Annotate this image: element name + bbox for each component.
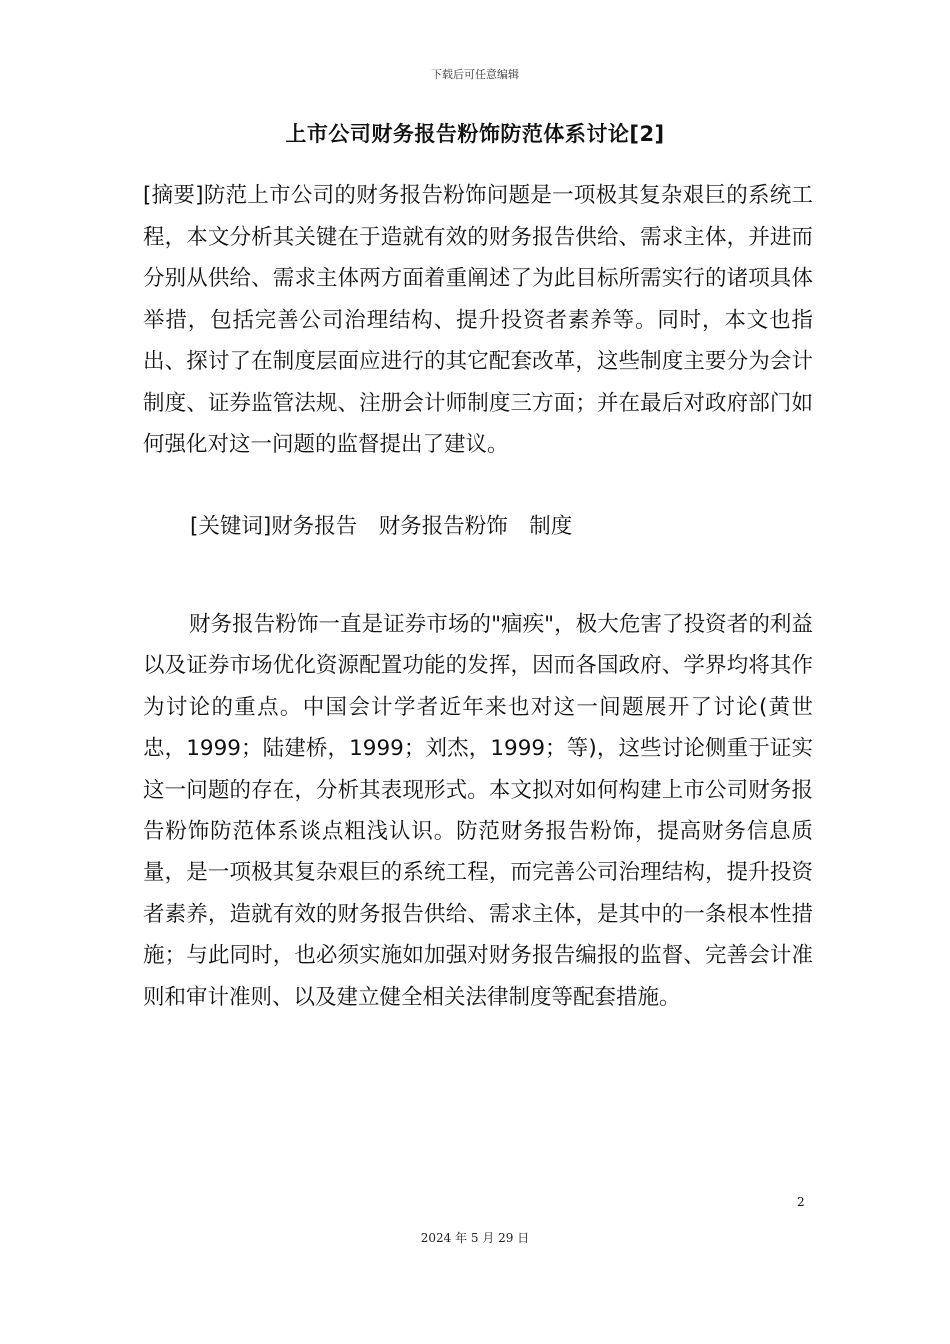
page-number: 2 xyxy=(797,1195,805,1209)
page-title: 上市公司财务报告粉饰防范体系讨论[2] xyxy=(285,122,665,146)
footer-date: 2024 年 5 月 29 日 xyxy=(420,1231,530,1245)
abstract-paragraph: [摘要]防范上市公司的财务报告粉饰问题是一项极其复杂艰巨的系统工程，本文分析其关键在于造就有效的财务报告供给、需求主体，并进而分别从供给、需求主体两方面着重阐述了为此目标所需实行的诸项具体举措，包括完善公司治理结构、提升投资者素养等。同时，本文也指出、探讨了在制度层面应进行的其它配套改革，这些制度主要分为会计制度、证券监管法规、注册会计师制度三方面；并在最后对政府部门如何强化对这一问题的监督提出了建议。 xyxy=(143,183,813,457)
body-paragraph: 财务报告粉饰一直是证券市场的"痼疾"，极大危害了投资者的利益以及证券市场优化资源配置功能的发挥，因而各国政府、学界均将其作为讨论的重点。中国会计学者近年来也对这一间题展开了讨论(黄世忠，1999；陆建桥，1999；刘杰，1999；等)，这些讨论侧重于证实这一问题的存在，分析其表现形式。本文拟对如何构建上市公司财务报告粉饰防范体系谈点粗浅认识。防范财务报告粉饰，提高财务信息质量，是一项极其复杂艰巨的系统工程，而完善公司治理结构，提升投资者素养，造就有效的财务报告供给、需求主体，是其中的一条根本性措施；与此同时，也必须实施如加强对财务报告编报的监督、完善会计准则和审计准则、以及建立健全相关法律制度等配套措施。 xyxy=(143,612,813,1010)
keywords-line: [关键词]财务报告 财务报告粉饰 制度 xyxy=(190,514,573,539)
header-note: 下载后可任意编辑 xyxy=(431,68,519,81)
